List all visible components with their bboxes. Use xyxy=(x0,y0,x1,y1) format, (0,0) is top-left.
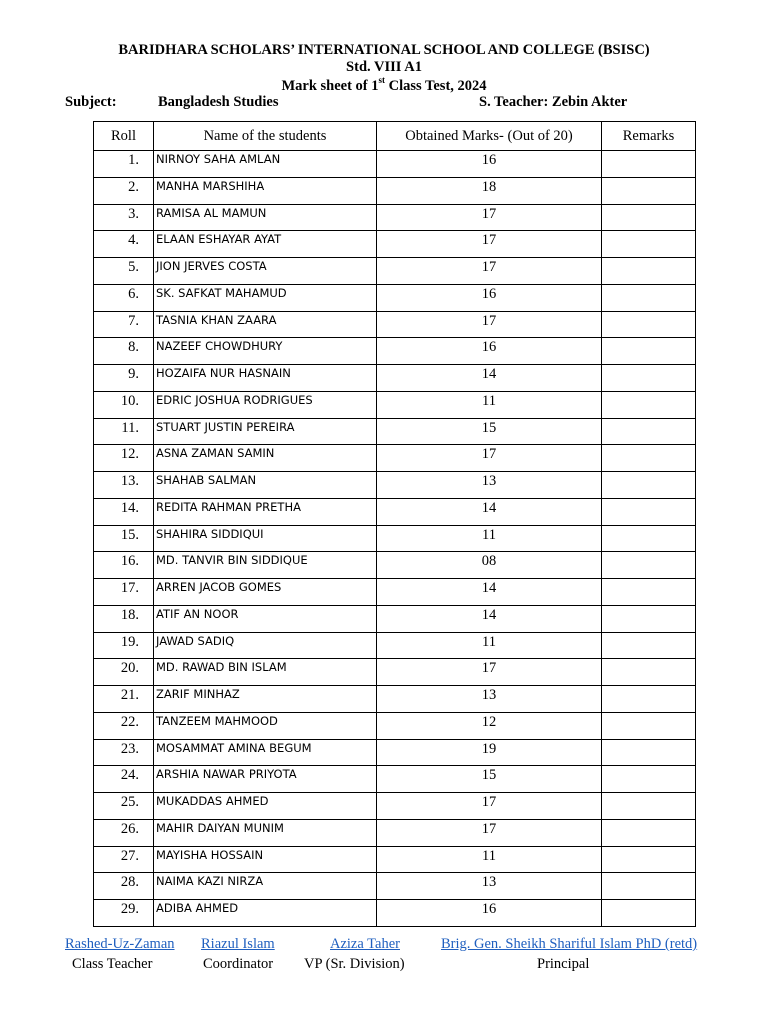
roll-cell: 4. xyxy=(94,231,154,258)
remarks-cell xyxy=(602,793,696,820)
remarks-cell xyxy=(602,204,696,231)
subject-value: Bangladesh Studies xyxy=(158,94,279,110)
marks-table xyxy=(93,121,696,927)
class-section: Std. VIII A1 xyxy=(346,59,422,75)
subject-teacher: S. Teacher: Zebin Akter xyxy=(479,94,628,110)
roll-cell: 26. xyxy=(94,819,154,846)
name-cell: SHAHAB SALMAN xyxy=(154,472,377,499)
remarks-cell xyxy=(602,365,696,392)
mark-cell: 19 xyxy=(377,739,602,766)
roll-cell: 13. xyxy=(94,472,154,499)
role-principal: Principal xyxy=(537,956,590,972)
table-row xyxy=(94,231,696,258)
remarks-cell xyxy=(602,659,696,686)
table-row xyxy=(94,605,696,632)
name-cell: ELAAN ESHAYAR AYAT xyxy=(154,231,377,258)
roll-cell: 12. xyxy=(94,445,154,472)
remarks-cell xyxy=(602,873,696,900)
remarks-cell xyxy=(602,231,696,258)
roll-cell: 21. xyxy=(94,686,154,713)
mark-cell: 11 xyxy=(377,391,602,418)
mark-cell: 15 xyxy=(377,418,602,445)
name-cell: MAHIR DAIYAN MUNIM xyxy=(154,819,377,846)
name-cell: MD. RAWAD BIN ISLAM xyxy=(154,659,377,686)
remarks-cell xyxy=(602,846,696,873)
subject-row xyxy=(0,94,768,112)
mark-cell: 14 xyxy=(377,605,602,632)
remarks-cell xyxy=(602,686,696,713)
roll-cell: 16. xyxy=(94,552,154,579)
role-class-teacher: Class Teacher xyxy=(72,956,153,972)
signature-class-teacher[interactable] xyxy=(65,936,175,953)
role-vp: VP (Sr. Division) xyxy=(304,956,405,972)
remarks-cell xyxy=(602,258,696,285)
roll-cell: 24. xyxy=(94,766,154,793)
name-cell: MAYISHA HOSSAIN xyxy=(154,846,377,873)
roll-cell: 27. xyxy=(94,846,154,873)
roll-cell: 11. xyxy=(94,418,154,445)
signature-coordinator[interactable] xyxy=(201,936,275,953)
marksheet-title-post: Class Test, 2024 xyxy=(385,77,487,94)
remarks-cell xyxy=(602,338,696,365)
remarks-cell xyxy=(602,525,696,552)
mark-cell: 16 xyxy=(377,338,602,365)
mark-cell: 16 xyxy=(377,284,602,311)
roll-cell: 14. xyxy=(94,498,154,525)
table-row xyxy=(94,258,696,285)
mark-cell: 11 xyxy=(377,846,602,873)
mark-cell: 17 xyxy=(377,258,602,285)
name-cell: ARSHIA NAWAR PRIYOTA xyxy=(154,766,377,793)
remarks-cell xyxy=(602,177,696,204)
mark-cell: 16 xyxy=(377,151,602,178)
mark-cell: 14 xyxy=(377,365,602,392)
mark-cell: 15 xyxy=(377,766,602,793)
role-coordinator: Coordinator xyxy=(203,956,274,972)
signature-vp[interactable] xyxy=(330,936,400,953)
mark-cell: 17 xyxy=(377,659,602,686)
subject-label: Subject: xyxy=(65,94,117,110)
table-row xyxy=(94,766,696,793)
roll-cell: 17. xyxy=(94,579,154,606)
mark-cell: 17 xyxy=(377,311,602,338)
table-row xyxy=(94,873,696,900)
column-header-name: Name of the students xyxy=(154,122,377,151)
roll-cell: 6. xyxy=(94,284,154,311)
remarks-cell xyxy=(602,739,696,766)
table-row xyxy=(94,498,696,525)
table-row xyxy=(94,579,696,606)
table-row xyxy=(94,204,696,231)
table-row xyxy=(94,712,696,739)
name-cell: ASNA ZAMAN SAMIN xyxy=(154,445,377,472)
name-cell: MD. TANVIR BIN SIDDIQUE xyxy=(154,552,377,579)
column-header-remarks: Remarks xyxy=(602,122,696,151)
mark-cell: 17 xyxy=(377,231,602,258)
name-cell: MOSAMMAT AMINA BEGUM xyxy=(154,739,377,766)
mark-cell: 17 xyxy=(377,793,602,820)
name-cell: TANZEEM MAHMOOD xyxy=(154,712,377,739)
name-cell: TASNIA KHAN ZAARA xyxy=(154,311,377,338)
signature-principal[interactable] xyxy=(441,936,697,953)
table-header-row xyxy=(94,122,696,151)
remarks-cell xyxy=(602,445,696,472)
remarks-cell xyxy=(602,498,696,525)
roll-cell: 18. xyxy=(94,605,154,632)
mark-cell: 14 xyxy=(377,579,602,606)
marksheet-title xyxy=(0,76,768,95)
mark-cell: 17 xyxy=(377,819,602,846)
table-row xyxy=(94,284,696,311)
roll-cell: 25. xyxy=(94,793,154,820)
name-cell: SHAHIRA SIDDIQUI xyxy=(154,525,377,552)
table-row xyxy=(94,365,696,392)
roll-cell: 22. xyxy=(94,712,154,739)
table-row xyxy=(94,151,696,178)
signature-link-class-teacher[interactable]: Rashed-Uz-Zaman xyxy=(65,936,175,952)
signature-link-principal[interactable]: Brig. Gen. Sheikh Shariful Islam PhD (retd) xyxy=(441,936,698,952)
marksheet-title-sup: st xyxy=(378,75,385,85)
roll-cell: 28. xyxy=(94,873,154,900)
roll-cell: 3. xyxy=(94,204,154,231)
remarks-cell xyxy=(602,766,696,793)
roll-cell: 5. xyxy=(94,258,154,285)
table-row xyxy=(94,445,696,472)
roll-cell: 9. xyxy=(94,365,154,392)
remarks-cell xyxy=(602,418,696,445)
roll-cell: 10. xyxy=(94,391,154,418)
remarks-cell xyxy=(602,284,696,311)
mark-cell: 14 xyxy=(377,498,602,525)
table-row xyxy=(94,338,696,365)
table-row xyxy=(94,472,696,499)
name-cell: NAIMA KAZI NIRZA xyxy=(154,873,377,900)
mark-cell: 13 xyxy=(377,472,602,499)
roll-cell: 7. xyxy=(94,311,154,338)
roll-cell: 19. xyxy=(94,632,154,659)
roll-cell: 23. xyxy=(94,739,154,766)
name-cell: MUKADDAS AHMED xyxy=(154,793,377,820)
table-row xyxy=(94,793,696,820)
table-row xyxy=(94,739,696,766)
marksheet-title-pre: Mark sheet of 1 xyxy=(281,77,379,94)
mark-cell: 16 xyxy=(377,900,602,927)
mark-cell: 13 xyxy=(377,686,602,713)
roll-cell: 20. xyxy=(94,659,154,686)
signature-link-coordinator[interactable]: Riazul Islam xyxy=(201,936,275,952)
table-row xyxy=(94,900,696,927)
roll-cell: 2. xyxy=(94,177,154,204)
table-row xyxy=(94,177,696,204)
roll-cell: 1. xyxy=(94,151,154,178)
signature-link-vp[interactable]: Aziza Taher xyxy=(330,936,400,952)
name-cell: ADIBA AHMED xyxy=(154,900,377,927)
mark-cell: 17 xyxy=(377,204,602,231)
column-header-roll: Roll xyxy=(94,122,154,151)
mark-cell: 11 xyxy=(377,525,602,552)
remarks-cell xyxy=(602,151,696,178)
name-cell: ZARIF MINHAZ xyxy=(154,686,377,713)
table-row xyxy=(94,391,696,418)
roll-cell: 8. xyxy=(94,338,154,365)
remarks-cell xyxy=(602,579,696,606)
table-row xyxy=(94,659,696,686)
name-cell: JION JERVES COSTA xyxy=(154,258,377,285)
name-cell: MANHA MARSHIHA xyxy=(154,177,377,204)
name-cell: ATIF AN NOOR xyxy=(154,605,377,632)
name-cell: EDRIC JOSHUA RODRIGUES xyxy=(154,391,377,418)
mark-cell: 18 xyxy=(377,177,602,204)
name-cell: RAMISA AL MAMUN xyxy=(154,204,377,231)
remarks-cell xyxy=(602,552,696,579)
name-cell: ARREN JACOB GOMES xyxy=(154,579,377,606)
mark-cell: 13 xyxy=(377,873,602,900)
table-row xyxy=(94,418,696,445)
table-row xyxy=(94,632,696,659)
roll-cell: 29. xyxy=(94,900,154,927)
name-cell: STUART JUSTIN PEREIRA xyxy=(154,418,377,445)
remarks-cell xyxy=(602,819,696,846)
table-row xyxy=(94,552,696,579)
name-cell: HOZAIFA NUR HASNAIN xyxy=(154,365,377,392)
column-header-marks: Obtained Marks- (Out of 20) xyxy=(377,122,602,151)
roll-cell: 15. xyxy=(94,525,154,552)
table-row xyxy=(94,525,696,552)
remarks-cell xyxy=(602,605,696,632)
mark-cell: 12 xyxy=(377,712,602,739)
mark-cell: 11 xyxy=(377,632,602,659)
school-name: BARIDHARA SCHOLARS’ INTERNATIONAL SCHOOL AND COLLEGE (BSISC) xyxy=(118,42,650,58)
remarks-cell xyxy=(602,391,696,418)
remarks-cell xyxy=(602,900,696,927)
remarks-cell xyxy=(602,311,696,338)
table-row xyxy=(94,311,696,338)
remarks-cell xyxy=(602,472,696,499)
name-cell: REDITA RAHMAN PRETHA xyxy=(154,498,377,525)
table-row xyxy=(94,819,696,846)
name-cell: NAZEEF CHOWDHURY xyxy=(154,338,377,365)
table-row xyxy=(94,686,696,713)
mark-cell: 08 xyxy=(377,552,602,579)
mark-cell: 17 xyxy=(377,445,602,472)
name-cell: NIRNOY SAHA AMLAN xyxy=(154,151,377,178)
name-cell: SK. SAFKAT MAHAMUD xyxy=(154,284,377,311)
table-row xyxy=(94,846,696,873)
remarks-cell xyxy=(602,712,696,739)
name-cell: JAWAD SADIQ xyxy=(154,632,377,659)
remarks-cell xyxy=(602,632,696,659)
